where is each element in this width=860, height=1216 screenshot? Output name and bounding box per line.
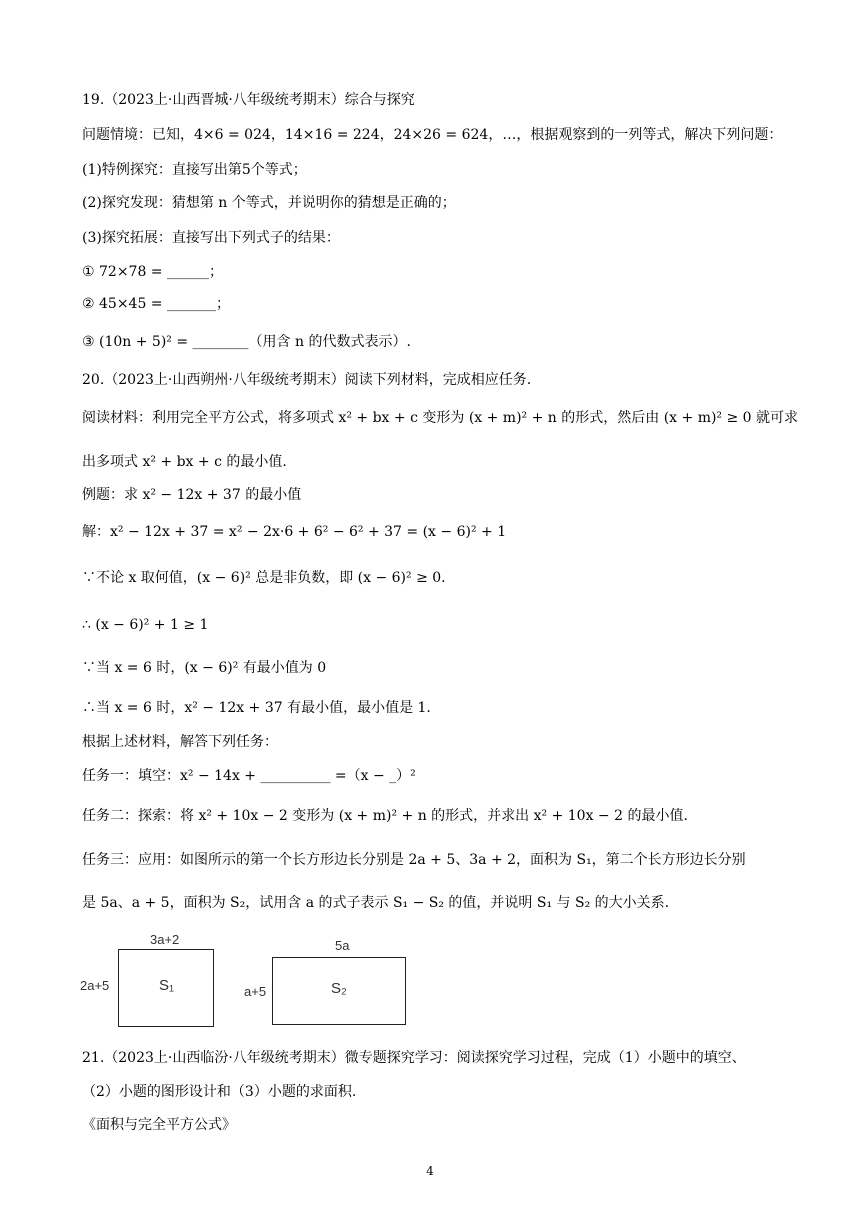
q20-therefore1: ∴ (x − 6)² + 1 ≥ 1 (82, 617, 209, 633)
q19-item2: ② 45×45 = _______； (82, 296, 230, 312)
rectangle-s1 (118, 949, 214, 1027)
rectangle-s2 (272, 957, 406, 1025)
q19-situation: 问题情境：已知，4×6 = 024，14×16 = 224，24×26 = 624，…，根据观察到的一列等式，解决下列问题： (82, 127, 783, 143)
q20-task3-line1: 任务三：应用：如图所示的第一个长方形边长分别是 2a + 5、3a + 2，面积为 S₁，第二个长方形边长分别 (82, 852, 746, 868)
q20-because2: ∵当 x = 6 时，(x − 6)² 有最小值为 0 (82, 660, 327, 676)
q20-material-line1: 阅读材料：利用完全平方公式，将多项式 x² + bx + c 变形为 (x + m)² + n 的形式，然后由 (x + m)² ≥ 0 就可求 (82, 410, 799, 426)
rect2-left-label: a+5 (244, 984, 267, 999)
q19-title: 19.（2023上·山西晋城·八年级统考期末）综合与探究 (82, 92, 415, 108)
rect1-area-label: S₁ (159, 977, 175, 994)
rect1-left-label: 2a+5 (80, 978, 110, 993)
q20-instruction: 根据上述材料，解答下列任务： (82, 734, 278, 750)
q20-material-line2: 出多项式 x² + bx + c 的最小值. (82, 454, 287, 470)
rect2-top-label: 5a (335, 938, 350, 953)
q19-part1: (1)特例探究：直接写出第5个等式； (82, 162, 307, 178)
rect2-area-label: S₂ (331, 980, 347, 997)
rect1-top-label: 3a+2 (150, 932, 180, 947)
q19-part2: (2)探究发现：猜想第 n 个等式，并说明你的猜想是正确的； (82, 195, 456, 211)
q21-subtitle: 《面积与完全平方公式》 (82, 1117, 236, 1133)
q20-title: 20.（2023上·山西朔州·八年级统考期末）阅读下列材料，完成相应任务. (82, 372, 532, 388)
q19-item3: ③ (10n + 5)² = ________（用含 n 的代数式表示）. (82, 334, 411, 350)
q20-task3-line2: 是 5a、a + 5，面积为 S₂，试用含 a 的式子表示 S₁ − S₂ 的值，并说明 S₁ 与 S₂ 的大小关系. (82, 895, 670, 911)
q19-part3: (3)探究拓展：直接写出下列式子的结果： (82, 230, 340, 246)
q20-therefore2: ∴当 x = 6 时，x² − 12x + 37 有最小值，最小值是 1. (82, 700, 431, 716)
q20-because1: ∵不论 x 取何值，(x − 6)² 总是非负数，即 (x − 6)² ≥ 0. (82, 570, 446, 586)
q20-task1: 任务一：填空：x² − 14x + __________ =（x − _）² (82, 768, 416, 784)
q19-item1: ① 72×78 = ______； (82, 264, 223, 280)
page-number: 4 (426, 1164, 434, 1178)
rectangles-figure (80, 928, 420, 1033)
q21-title-line2: （2）小题的图形设计和（3）小题的求面积. (82, 1084, 357, 1100)
q20-example: 例题：求 x² − 12x + 37 的最小值 (82, 487, 302, 503)
q20-task2: 任务二：探索：将 x² + 10x − 2 变形为 (x + m)² + n 的形式，并求出 x² + 10x − 2 的最小值. (82, 808, 688, 824)
q21-title-line1: 21.（2023上·山西临汾·八年级统考期末）微专题探究学习：阅读探究学习过程，完成（1）小题中的填空、 (82, 1050, 746, 1066)
q20-solution: 解：x² − 12x + 37 = x² − 2x·6 + 6² − 6² + 37 = (x − 6)² + 1 (82, 524, 507, 540)
